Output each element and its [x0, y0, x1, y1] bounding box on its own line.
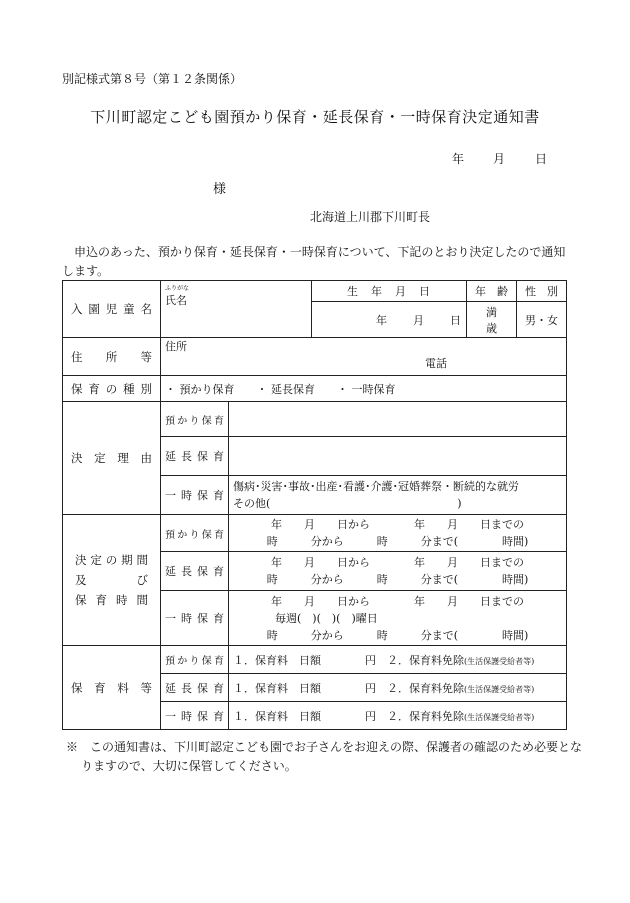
- date-month: 月: [493, 152, 506, 166]
- name-label: 氏名: [165, 294, 187, 307]
- phone-label: 電話: [425, 357, 447, 370]
- reason-ichiji-label: 一時保育: [161, 476, 229, 515]
- reason-label: 決定理由: [63, 402, 161, 515]
- addressee-suffix: 様: [213, 182, 227, 197]
- care-type-options[interactable]: ・ 預かり保育 ・ 延長保育 ・ 一時保育: [161, 376, 567, 402]
- sex-label: 性 別: [517, 281, 567, 302]
- period-encho-label: 延長保育: [161, 552, 229, 591]
- period-ichiji-weekdays: 毎週( )( )( )曜日: [275, 611, 378, 625]
- period-azukari-dates: 年 月 日から 年 月 日までの: [271, 518, 524, 531]
- reason-ichiji-value[interactable]: [229, 476, 567, 515]
- care-type-label: 保育の種別: [63, 376, 161, 402]
- reason-azukari-label: 預かり保育: [161, 402, 229, 437]
- reason-ichiji-other: その他( ): [233, 497, 462, 510]
- date-year: 年: [452, 152, 465, 166]
- period-azukari-value[interactable]: [229, 515, 567, 552]
- fee-encho-note: (生活保護受給者等): [464, 684, 535, 694]
- period-ichiji-value[interactable]: [229, 591, 567, 646]
- fee-encho-value[interactable]: [229, 674, 567, 702]
- decision-form-table: [62, 280, 567, 730]
- fee-ichiji-label: 一時保育: [161, 702, 229, 730]
- issuer: 北海道上川郡下川町長: [310, 210, 431, 224]
- fee-encho-label: 延長保育: [161, 674, 229, 702]
- fee-ichiji-note: (生活保護受給者等): [464, 712, 535, 722]
- fee-encho-main: １．保育料 日額 円 ２．保育料免除: [233, 681, 464, 695]
- fee-ichiji-main: １．保育料 日額 円 ２．保育料免除: [233, 709, 464, 723]
- child-name-cell[interactable]: [161, 281, 312, 338]
- form-number: 別記様式第８号（第１２条関係）: [62, 72, 243, 86]
- birth-month: 月: [413, 313, 425, 327]
- period-ichiji-label: 一時保育: [161, 591, 229, 646]
- period-azukari-label: 預かり保育: [161, 515, 229, 552]
- period-encho-value[interactable]: [229, 552, 567, 591]
- period-label-line1: 決定の期間: [75, 553, 148, 567]
- footer-note: ※ この通知書は、下川町認定こども園でお子さんをお迎えの際、保護者の確認のため必要となりますので、大切に保管してください。: [66, 740, 583, 773]
- address-sub-label: 住所: [165, 340, 187, 353]
- reason-azukari-value[interactable]: [229, 402, 567, 437]
- child-name-label: 入園児童名: [63, 281, 161, 338]
- furigana-label: ふりがな: [165, 285, 190, 292]
- sex-value[interactable]: 男・女: [517, 302, 567, 338]
- fee-label: 保育料等: [63, 646, 161, 730]
- address-cell[interactable]: [161, 338, 567, 376]
- birthdate-label: 生 年 月 日: [312, 281, 467, 302]
- fee-azukari-value[interactable]: [229, 646, 567, 674]
- reason-encho-value[interactable]: [229, 437, 567, 476]
- fee-azukari-note: (生活保護受給者等): [464, 656, 535, 666]
- period-label-line3: 保育時間: [75, 593, 148, 607]
- period-azukari-times: 時 分から 時 分まで( 時間): [266, 535, 529, 548]
- fee-azukari-main: １．保育料 日額 円 ２．保育料免除: [233, 653, 464, 667]
- period-encho-times: 時 分から 時 分まで( 時間): [266, 573, 529, 586]
- date-day: 日: [535, 152, 548, 166]
- period-label-line2: 及 び: [75, 573, 148, 587]
- birth-year: 年: [376, 313, 388, 327]
- birthdate-value[interactable]: [312, 302, 467, 338]
- fee-azukari-label: 預かり保育: [161, 646, 229, 674]
- address-label: 住所等: [63, 338, 161, 376]
- period-ichiji-times: 時 分から 時 分まで( 時間): [266, 628, 529, 642]
- fee-ichiji-value[interactable]: [229, 702, 567, 730]
- period-encho-dates: 年 月 日から 年 月 日までの: [271, 556, 524, 569]
- age-value[interactable]: 満 歳: [467, 302, 517, 338]
- reason-ichiji-causes: 傷病･災害･事故･出産･看護･介護･冠婚葬祭・断続的な就労: [233, 480, 519, 493]
- age-label: 年 齢: [467, 281, 517, 302]
- period-ichiji-dates: 年 月 日から 年 月 日までの: [271, 594, 524, 608]
- period-label: [63, 515, 161, 646]
- document-title: 下川町認定こども園預かり保育・延長保育・一時保育決定通知書: [90, 108, 540, 126]
- birth-day: 日: [450, 313, 462, 327]
- intro-text: 申込のあった、預かり保育・延長保育・一時保育について、下記のとおり決定したので通知します。: [62, 245, 566, 278]
- reason-encho-label: 延長保育: [161, 437, 229, 476]
